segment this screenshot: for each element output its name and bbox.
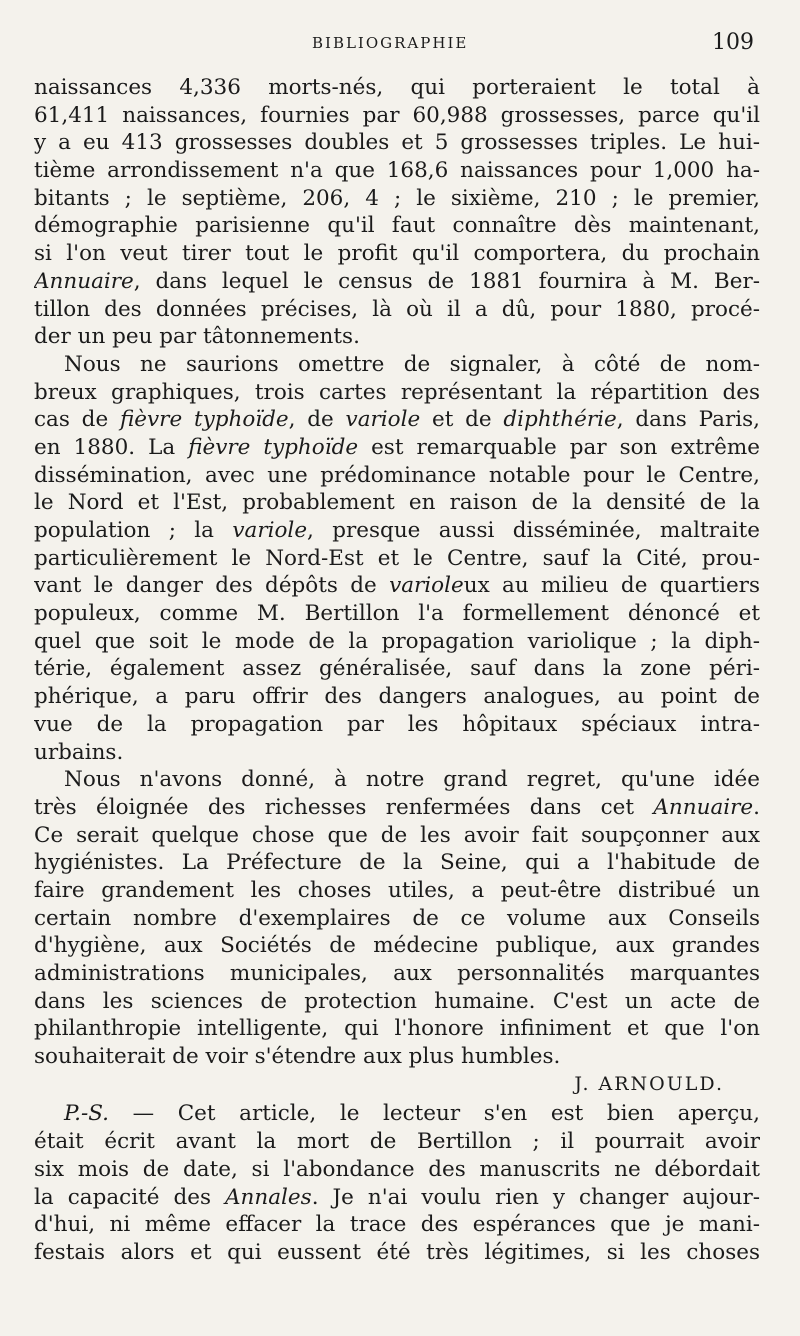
text-line: der un peu par tâtonnements. [34,324,360,350]
text-line: dans les sciences de protection humaine. C'est un acte de [34,988,760,1014]
text-line: particulièrement le Nord-Est et le Centre, sauf la Cité, prou- [34,545,760,571]
text-line: Nous ne saurions omettre de signaler, à côté de nom- [64,351,760,377]
text-line: d'hui, ni même effacer la trace des espérances que je mani- [34,1212,760,1238]
text-line: 61,411 naissances, fournies par 60,988 grossesses, parce qu'il [34,102,760,128]
text-line: térie, également assez généralisée, sauf dans la zone péri- [34,656,760,682]
text-line: démographie parisienne qu'il faut connaître dès maintenant, [34,213,760,239]
text-line: philanthropie intelligente, qui l'honore infiniment et que l'on [34,1016,760,1042]
text-line: urbains. [34,739,124,765]
text-line: faire grandement les choses utiles, a peut-être distribué un [34,877,760,903]
postscript [34,1100,760,1266]
text-line: Annuaire, dans lequel le census de 1881 fournira à M. Ber- [34,268,760,294]
text-line: six mois de date, si l'abondance des manuscrits ne débordait [34,1156,760,1182]
page-number: 109 [712,30,754,55]
text-line: P.-S. — Cet article, le lecteur s'en est bien aperçu, [64,1101,760,1127]
text-line: dissémination, avec une prédominance notable pour le Centre, [34,462,760,488]
text-line: tillon des données précises, là où il a dû, pour 1880, procé- [34,296,760,322]
text-line: y a eu 413 grossesses doubles et 5 grossesses triples. Le hui- [34,130,760,156]
text-line: festais alors et qui eussent été très légitimes, si les choses [34,1239,760,1265]
text-line: vant le danger des dépôts de varioleux au milieu de quartiers [34,573,760,599]
text-line: était écrit avant la mort de Bertillon ; il pourrait avoir [34,1129,760,1155]
paragraph [34,351,760,766]
text-line: le Nord et l'Est, probablement en raison de la densité de la [34,490,760,516]
text-line: population ; la variole, presque aussi disséminée, maltraite [34,518,760,543]
text-line: tième arrondissement n'a que 168,6 naissances pour 1,000 ha- [34,158,760,184]
text-line: Ce serait quelque chose que de les avoir fait soupçonner aux [34,822,760,848]
text-line: cas de fièvre typhoïde, de variole et de diphthérie, dans Paris, [34,407,760,433]
author-signature: J. ARNOULD. [574,1072,724,1095]
text-line: d'hygiène, aux Sociétés de médecine publique, aux grandes [34,933,760,959]
text-line: Nous n'avons donné, à notre grand regret, qu'une idée [64,767,760,793]
text-line: si l'on veut tirer tout le profit qu'il comportera, du prochain [34,241,760,267]
text-line: administrations municipales, aux personnalités marquantes [34,961,760,986]
text-line: populeux, comme M. Bertillon l'a formellement dénoncé et [34,601,760,627]
page-header [0,30,800,68]
text-line: naissances 4,336 morts-nés, qui porteraient le total à [34,75,760,100]
text-line: quel que soit le mode de la propagation variolique ; la diph- [34,628,760,654]
text-line: phérique, a paru offrir des dangers analogues, au point de [34,684,760,710]
text-line: certain nombre d'exemplaires de ce volume aux Conseils [34,905,760,931]
paragraph [34,766,760,1071]
text-line: très éloignée des richesses renfermées dans cet Annuaire. [34,794,760,820]
text-line: vue de la propagation par les hôpitaux spéciaux intra- [34,711,760,737]
text-line: breux graphiques, trois cartes représentant la répartition des [34,379,760,405]
text-line: souhaiterait de voir s'étendre aux plus humbles. [34,1044,561,1070]
text-line: hygiénistes. La Préfecture de la Seine, qui a l'habitude de [34,850,760,876]
text-line: en 1880. La fièvre typhoïde est remarquable par son extrême [34,434,760,460]
running-head: BIBLIOGRAPHIE [312,34,469,52]
text-line: la capacité des Annales. Je n'ai voulu rien y changer aujour- [34,1184,760,1210]
page-body [34,74,760,1267]
paragraph [34,74,760,351]
text-line: bitants ; le septième, 206, 4 ; le sixième, 210 ; le premier, [34,185,760,211]
